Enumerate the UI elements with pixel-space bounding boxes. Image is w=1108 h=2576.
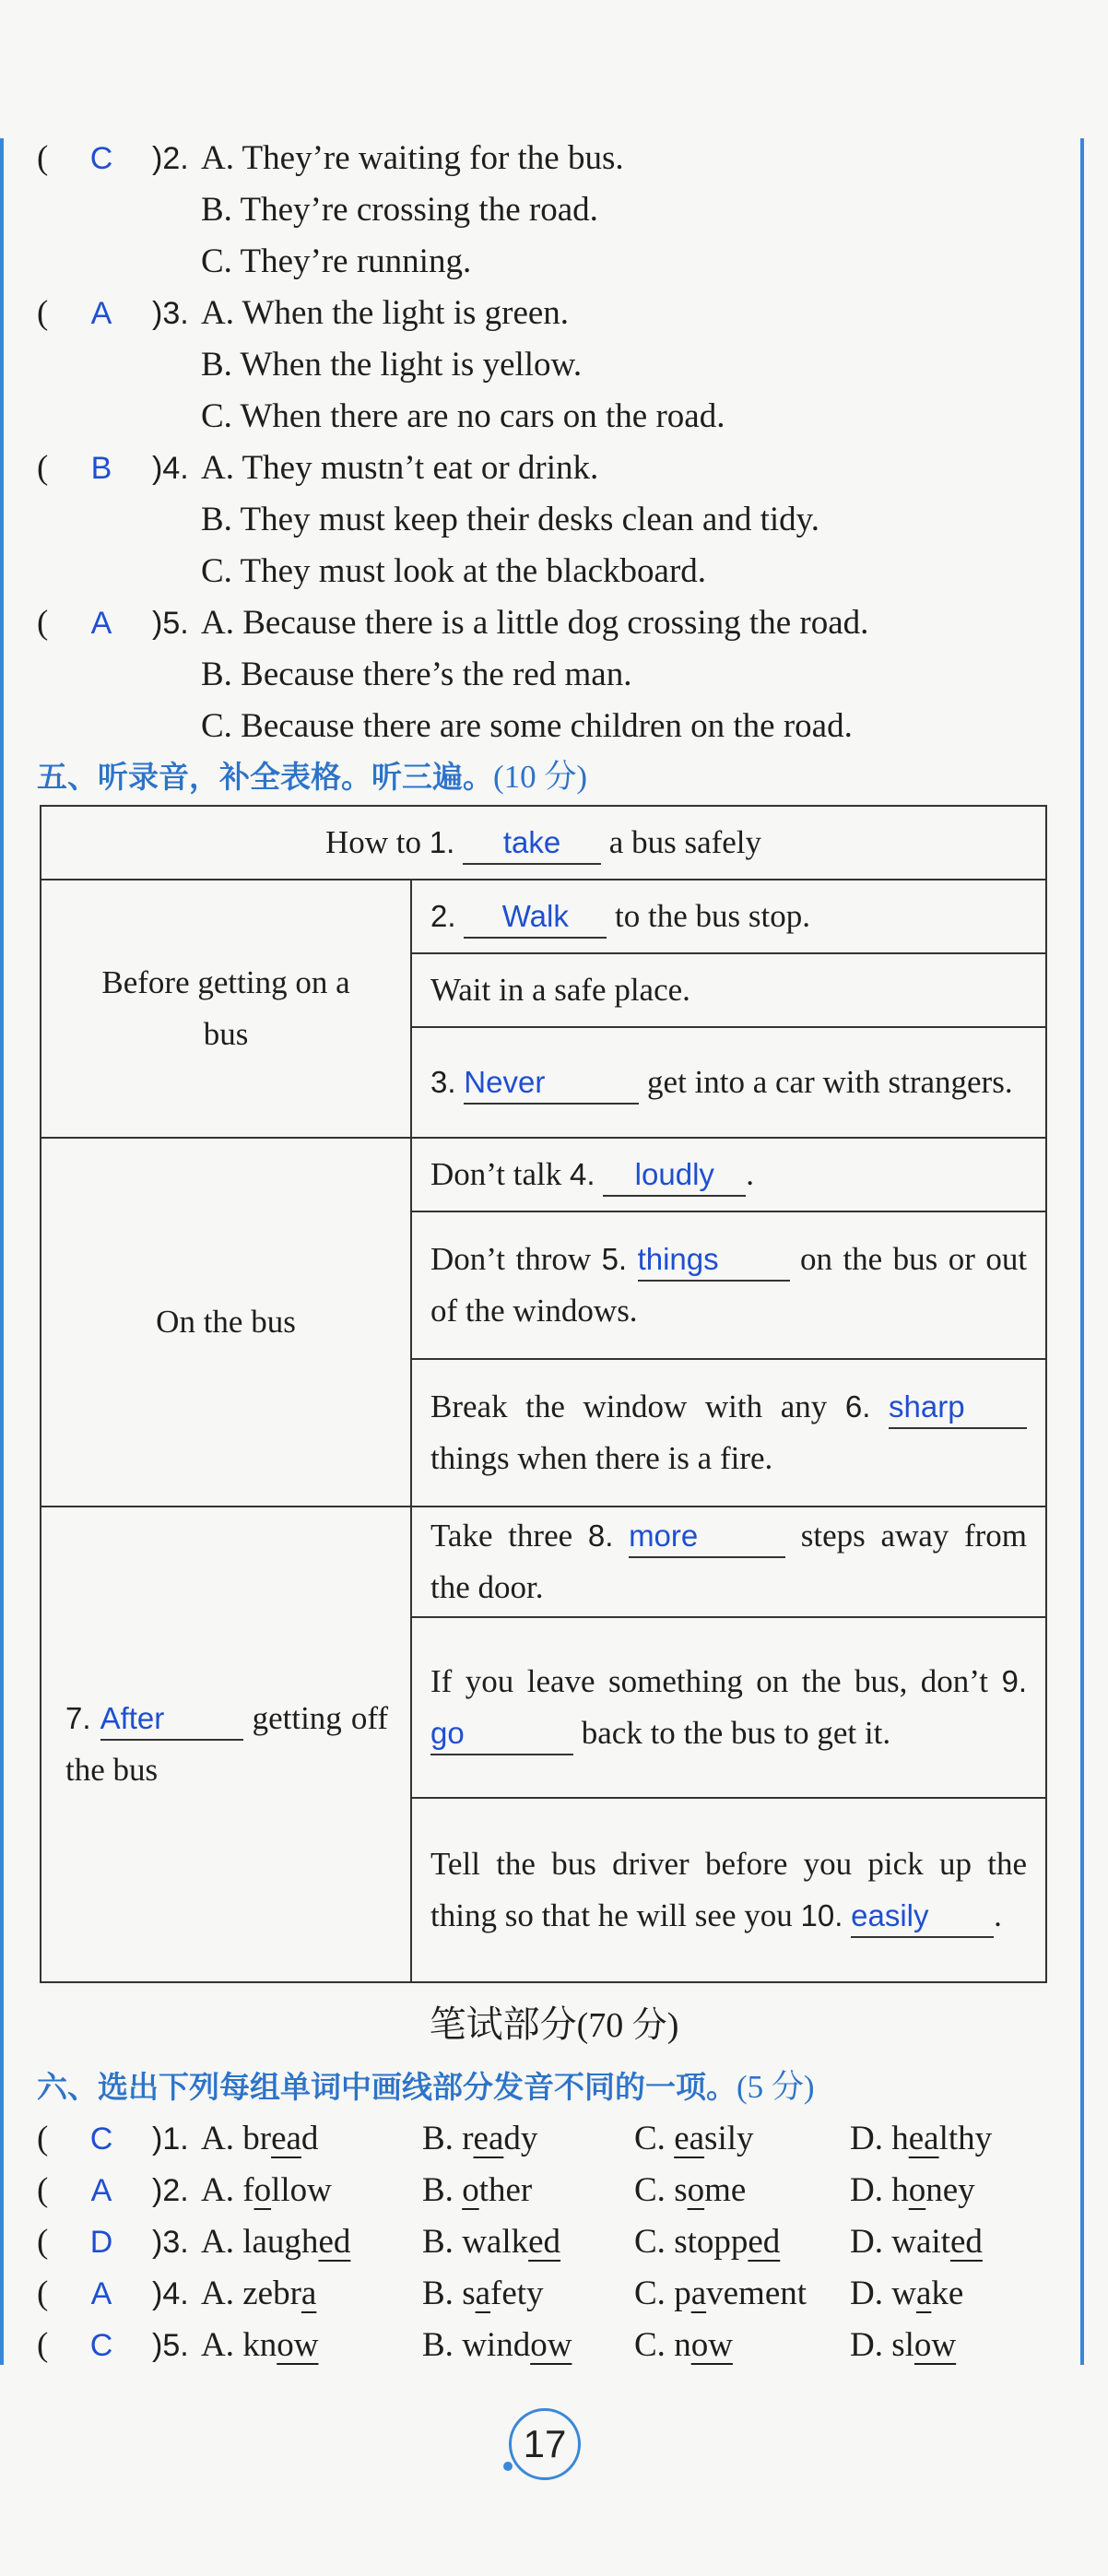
row-text: back to the bus to get it. — [581, 1715, 891, 1751]
word-part: wait — [891, 2223, 950, 2261]
underlined-part: o — [462, 2171, 479, 2209]
blank-number: 3. — [430, 1065, 456, 1099]
underlined-part: ed — [748, 2223, 781, 2261]
page-number: 17 — [509, 2408, 581, 2480]
option-line: B. They’re crossing the road. — [201, 191, 598, 229]
option-label: B. — [422, 2326, 454, 2364]
word-part: h — [891, 2120, 909, 2157]
word-option-c — [634, 2320, 733, 2371]
option-label: B. — [422, 2223, 454, 2261]
word-option-b — [422, 2113, 537, 2165]
underlined-part: a — [915, 2275, 932, 2312]
open-paren: ( — [37, 2171, 49, 2209]
word-part: r — [462, 2120, 474, 2157]
open-paren: ( — [37, 604, 49, 642]
row-4-cell — [411, 1138, 1046, 1211]
option-label: A. — [201, 2171, 234, 2209]
underlined-part: a — [475, 2275, 491, 2312]
page-number-dot-icon — [503, 2462, 513, 2471]
open-paren: ( — [37, 139, 49, 177]
word-group-row — [37, 2216, 1079, 2268]
word-option-c — [634, 2268, 807, 2320]
row-text: on the bus or out of the windows. — [430, 1241, 1028, 1329]
word-part: n — [674, 2326, 691, 2364]
answer-letter: C — [89, 141, 113, 176]
word-option-b — [422, 2216, 560, 2268]
underlined-part: ed — [528, 2223, 561, 2261]
word-part: h — [891, 2171, 909, 2209]
question-number: )3. — [152, 296, 189, 331]
answer-blank: Walk — [464, 896, 607, 939]
underlined-part: a — [301, 2275, 317, 2312]
answer-blank: After — [100, 1698, 243, 1741]
group-before-label: Before getting on a bus — [101, 964, 350, 1052]
written-points: (70 分) — [576, 2006, 679, 2045]
section6-title-text: 六、选出下列每组单词中画线部分发音不同的一项。 — [37, 2069, 737, 2105]
section5-points: (10 分) — [493, 759, 588, 795]
option-line: A. When the light is green. — [201, 294, 570, 332]
underlined-part: ea — [908, 2120, 939, 2157]
word-option-a — [201, 2268, 316, 2320]
answer-blank: easily — [851, 1896, 994, 1938]
word-group-row — [37, 2320, 1079, 2371]
row-10-cell — [411, 1798, 1046, 1982]
option-label: C. — [634, 2326, 666, 2364]
word-part: sily — [704, 2120, 754, 2157]
row-text: to the bus stop. — [615, 898, 810, 934]
word-option-d — [850, 2268, 963, 2320]
option-label: A. — [201, 2275, 234, 2312]
word-part: p — [674, 2275, 691, 2312]
answer-blank: go — [430, 1713, 573, 1755]
row-text: . — [746, 1156, 755, 1192]
word-option-b — [422, 2268, 544, 2320]
row-5-cell — [411, 1211, 1046, 1359]
question-number: )3. — [152, 2225, 189, 2260]
bus-safety-table — [40, 805, 1047, 1983]
word-part: ke — [931, 2275, 964, 2312]
row-text: get into a car with strangers. — [647, 1064, 1013, 1100]
blank-number: 7. — [65, 1701, 91, 1735]
word-part: zebr — [242, 2275, 301, 2312]
word-group-row — [37, 2165, 1079, 2216]
row-2-cell — [411, 880, 1046, 953]
row-text: . — [994, 1897, 1002, 1933]
blank-number: 1. — [429, 825, 455, 859]
option-label: D. — [850, 2223, 883, 2261]
option-label: B. — [422, 2120, 454, 2157]
section5-title — [37, 751, 587, 798]
answer-blank: more — [629, 1516, 785, 1558]
answer-blank: Never — [464, 1062, 639, 1105]
answer-blank: sharp — [889, 1387, 1027, 1429]
word-part: s — [462, 2275, 476, 2312]
row-text: Take three — [430, 1518, 573, 1554]
underlined-part: ow — [690, 2326, 733, 2364]
word-part: w — [891, 2275, 916, 2312]
answer-blank: take — [463, 822, 601, 865]
option-line: A. They mustn’t eat or drink. — [201, 449, 599, 487]
word-part: me — [704, 2171, 747, 2209]
underlined-part: ea — [473, 2120, 504, 2157]
word-option-d — [850, 2320, 956, 2371]
row-6-cell — [411, 1359, 1046, 1507]
header-pre: How to — [324, 824, 422, 860]
underlined-part: ed — [949, 2223, 983, 2261]
section6-points: (5 分) — [737, 2069, 815, 2105]
word-option-c — [634, 2216, 780, 2268]
answer-letter: C — [89, 2328, 113, 2363]
row-text: Tell the bus driver before you pick up the thing so that he will see you — [430, 1846, 1028, 1933]
word-part: ther — [478, 2171, 533, 2209]
option-line: C. They’re running. — [201, 242, 472, 280]
option-line: A. Because there is a little dog crossing the road. — [201, 604, 869, 642]
option-label: D. — [850, 2326, 883, 2364]
underlined-part: o — [687, 2171, 705, 2209]
word-option-a — [201, 2216, 350, 2268]
group-after-label — [60, 1693, 392, 1796]
word-part: vement — [706, 2275, 807, 2312]
table-header-cell — [41, 806, 1046, 880]
word-part: sl — [891, 2326, 914, 2364]
group-after-text: getting off the bus — [65, 1700, 389, 1788]
question-number: )5. — [152, 606, 189, 641]
question-number: )2. — [152, 2173, 189, 2208]
option-label: B. — [422, 2171, 454, 2209]
word-option-d — [850, 2165, 975, 2216]
word-option-d — [850, 2113, 992, 2165]
blank-number: 6. — [844, 1389, 871, 1424]
option-label: C. — [634, 2223, 666, 2261]
word-part: s — [674, 2171, 688, 2209]
open-paren: ( — [37, 294, 49, 332]
option-line: B. They must keep their desks clean and tidy. — [201, 501, 819, 538]
answer-letter: A — [90, 296, 112, 331]
question-number: )4. — [152, 451, 189, 486]
underlined-part: a — [690, 2275, 707, 2312]
underlined-part: ea — [674, 2120, 705, 2157]
option-label: D. — [850, 2171, 883, 2209]
blank-number: 8. — [587, 1518, 614, 1553]
option-label: D. — [850, 2275, 883, 2312]
group-after-cell — [41, 1507, 411, 1982]
option-line: C. When there are no cars on the road. — [201, 397, 725, 435]
blank-number: 9. — [1001, 1664, 1028, 1698]
word-part: fety — [490, 2275, 544, 2312]
option-label: D. — [850, 2120, 883, 2157]
option-label: C. — [634, 2171, 666, 2209]
word-part: llow — [271, 2171, 332, 2209]
question-number: )5. — [152, 2328, 189, 2363]
section5-title-text: 五、听录音，补全表格。听三遍。 — [37, 759, 493, 795]
open-paren: ( — [37, 2120, 49, 2157]
underlined-part: o — [253, 2171, 272, 2209]
group-before-cell — [41, 880, 411, 1138]
row-text: things when there is a fire. — [430, 1440, 773, 1476]
row-9-cell — [411, 1617, 1046, 1798]
option-label: A. — [201, 2223, 234, 2261]
word-option-b — [422, 2320, 572, 2371]
row-8-cell — [411, 1507, 1046, 1617]
written-title-text: 笔试部分 — [429, 2003, 577, 2046]
answer-blank: things — [638, 1239, 790, 1282]
word-option-b — [422, 2165, 532, 2216]
section6-title — [37, 2062, 815, 2108]
word-group-row — [37, 2113, 1079, 2165]
question-number: )1. — [152, 2121, 189, 2157]
row-3-cell — [411, 1027, 1046, 1138]
answer-letter: A — [90, 2276, 112, 2311]
group-on-label: On the bus — [156, 1304, 296, 1340]
option-line: C. They must look at the blackboard. — [201, 552, 707, 590]
answer-letter: D — [89, 2225, 113, 2260]
word-option-a — [201, 2165, 332, 2216]
open-paren: ( — [37, 2223, 49, 2261]
option-label: B. — [422, 2275, 454, 2312]
option-label: C. — [634, 2275, 666, 2312]
word-part: walk — [462, 2223, 529, 2261]
open-paren: ( — [37, 2326, 49, 2364]
word-part: ney — [925, 2171, 975, 2209]
open-paren: ( — [37, 2275, 49, 2312]
blank-number: 2. — [430, 899, 456, 933]
blank-number: 5. — [601, 1242, 628, 1276]
answer-blank: loudly — [603, 1154, 746, 1197]
word-part: laugh — [242, 2223, 319, 2261]
row-text: Don’t throw — [430, 1241, 592, 1277]
word-part: d — [301, 2120, 319, 2157]
answer-letter: A — [90, 2173, 112, 2208]
word-option-c — [634, 2165, 746, 2216]
underlined-part: ed — [318, 2223, 351, 2261]
option-label: A. — [201, 2120, 234, 2157]
option-line: A. They’re waiting for the bus. — [201, 139, 624, 177]
row-text: Break the window with any — [430, 1388, 828, 1424]
word-part: kn — [242, 2326, 277, 2364]
option-line: B. Because there’s the red man. — [201, 656, 632, 693]
word-option-d — [850, 2216, 983, 2268]
word-option-a — [201, 2113, 318, 2165]
row-text: Don’t talk — [430, 1156, 562, 1192]
underlined-part: ea — [271, 2120, 301, 2157]
underlined-part: ow — [277, 2326, 319, 2364]
written-part-title — [0, 1995, 1108, 2048]
word-part: lthy — [938, 2120, 993, 2157]
word-part: dy — [503, 2120, 538, 2157]
open-paren: ( — [37, 449, 49, 487]
option-label: A. — [201, 2326, 234, 2364]
answer-letter: B — [90, 451, 112, 486]
word-part: f — [242, 2171, 254, 2209]
row-wait-cell — [411, 953, 1046, 1027]
question-number: )4. — [152, 2276, 189, 2311]
option-line: B. When the light is yellow. — [201, 346, 583, 384]
row-text: Wait in a safe place. — [430, 972, 690, 1008]
option-line: C. Because there are some children on the road. — [201, 707, 853, 745]
word-option-c — [634, 2113, 754, 2165]
question-number: )2. — [152, 141, 189, 176]
word-part: br — [242, 2120, 272, 2157]
group-on-cell — [41, 1138, 411, 1507]
row-text: steps away from the door. — [430, 1518, 1028, 1605]
underlined-part: o — [908, 2171, 926, 2209]
word-option-a — [201, 2320, 318, 2371]
option-label: C. — [634, 2120, 666, 2157]
underlined-part: ow — [530, 2326, 572, 2364]
answer-letter: C — [89, 2121, 113, 2157]
row-text: If you leave something on the bus, don’t — [430, 1663, 989, 1699]
word-part: stopp — [674, 2223, 748, 2261]
blank-number: 10. — [800, 1898, 843, 1932]
underlined-part: ow — [914, 2326, 957, 2364]
header-post: a bus safely — [608, 824, 762, 860]
answer-letter: A — [90, 606, 112, 641]
word-group-row — [37, 2268, 1079, 2320]
blank-number: 4. — [570, 1157, 595, 1191]
word-part: wind — [462, 2326, 531, 2364]
